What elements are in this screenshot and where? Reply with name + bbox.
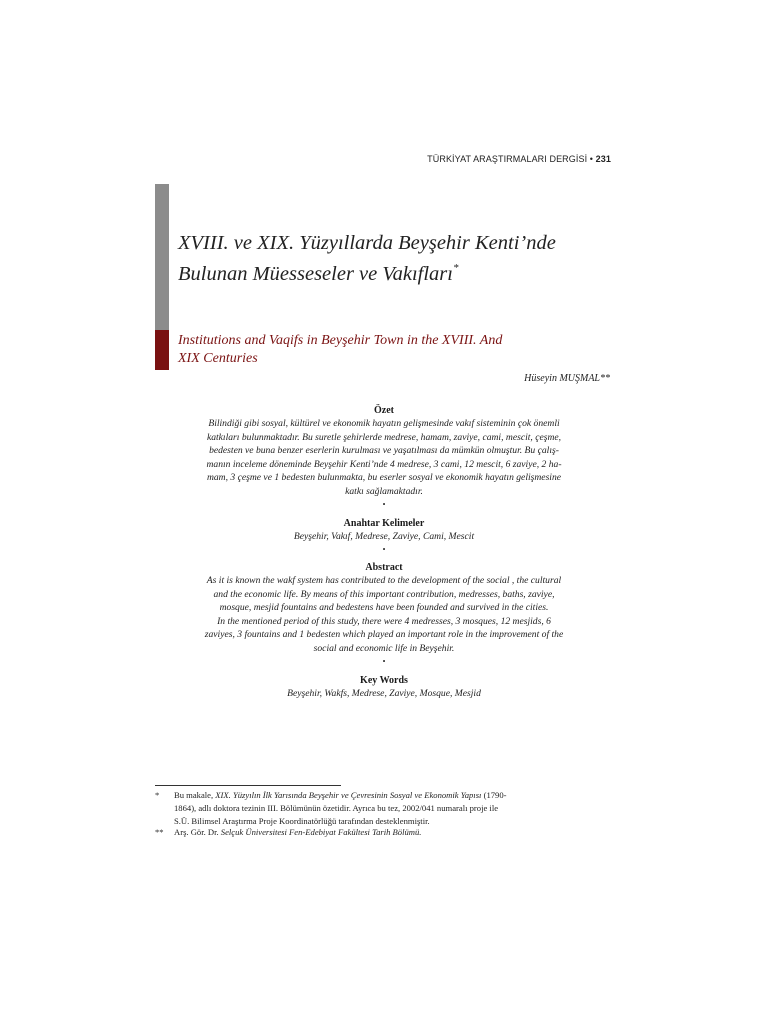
footnote-marker: * xyxy=(155,790,160,800)
journal-name: TÜRKİYAT ARAŞTIRMALARI DERGİSİ xyxy=(427,154,588,164)
anahtar-heading: Anahtar Kelimeler xyxy=(343,518,425,529)
footnote-text: (1790- xyxy=(481,790,507,800)
keywords-text: Beyşehir, Wakfs, Medrese, Zaviye, Mosque, Mesjid xyxy=(287,688,481,699)
abstract-text xyxy=(165,574,603,656)
footnote-text: 1864), adlı doktora tezinin III. Bölümünün özetidir. Ayrıca bu tez, 2002/041 numaralı proje ile xyxy=(174,803,499,813)
footnote-affiliation: Selçuk Üniversitesi Fen-Edebiyat Fakültesi Tarih Bölümü. xyxy=(220,827,422,837)
footnote-1 xyxy=(155,789,615,828)
running-head xyxy=(427,154,611,164)
section-bullet: • xyxy=(382,499,386,509)
abstract-line: In the mentioned period of this study, there were 4 medresses, 3 mosques, 12 mesjids, 6 xyxy=(217,615,551,627)
anahtar-text: Beyşehir, Vakıf, Medrese, Zaviye, Cami, Mescit xyxy=(293,531,475,542)
abstract-line: As it is known the wakf system has contributed to the development of the social , the cultural xyxy=(206,575,562,586)
abstract-line: social and economic life in Beyşehir. xyxy=(313,642,455,654)
keywords-heading: Key Words xyxy=(360,675,408,686)
ozet-heading: Özet xyxy=(374,405,394,416)
abstract-line: mosque, mesjid fountains and bedestens have been founded and survived in the cities. xyxy=(219,602,549,614)
title-accent-bar-red xyxy=(155,330,169,370)
title-accent-bar-gray xyxy=(155,184,169,330)
subtitle-line-1: Institutions and Vaqifs in Beyşehir Town in the XVIII. And xyxy=(178,333,503,348)
keywords-section xyxy=(165,674,603,701)
abstract-heading: Abstract xyxy=(365,562,403,573)
footnote-2 xyxy=(155,826,615,839)
ozet-text xyxy=(165,417,603,499)
abstract-line: zaviyes, 3 fountains and 1 bedesten which played an important role in the improvement of the xyxy=(204,629,564,641)
title-footnote-marker: * xyxy=(452,262,459,274)
article-title xyxy=(178,231,618,287)
ozet-section xyxy=(165,404,603,511)
ozet-line: Bilindiği gibi sosyal, kültürel ve ekonomik hayatın gelişmesinde vakıf sisteminin çok önemli xyxy=(208,418,560,429)
footnote-text: S.Ü. Bilimsel Araştırma Proje Koordinatörlüğü tarafından desteklenmiştir. xyxy=(174,816,430,826)
section-bullet: • xyxy=(382,656,386,666)
anahtar-section xyxy=(165,517,603,556)
running-head-separator: • xyxy=(589,154,594,164)
page-number: 231 xyxy=(595,154,611,164)
title-line-2: Bulunan Müesseseler ve Vakıfları xyxy=(178,263,453,285)
abstract-line: and the economic life. By means of this important contribution, medresses, baths, zaviye, xyxy=(213,588,555,600)
title-line-1: XVIII. ve XIX. Yüzyıllarda Beyşehir Kenti’nde xyxy=(178,232,556,254)
subtitle-line-2: XIX Centuries xyxy=(178,351,258,366)
footnote-marker: ** xyxy=(155,827,164,837)
ozet-line: katkıları bulunmaktadır. Bu suretle şehirlerde medrese, hamam, zaviye, cami, mescit, çeşme, xyxy=(206,431,562,443)
footnote-thesis-title: XIX. Yüzyılın İlk Yarısında Beyşehir ve Çevresinin Sosyal ve Ekonomik Yapısı xyxy=(215,790,482,800)
ozet-line: bedesten ve buna benzer eserlerin kurulması ve yaşatılması da mümkün olmuştur. Bu çalış- xyxy=(209,445,559,457)
footnote-text: Bu makale, xyxy=(174,790,216,800)
article-subtitle xyxy=(178,332,598,368)
author-name: Hüseyin MUŞMAL** xyxy=(524,373,610,384)
footnote-text: Arş. Gör. Dr. xyxy=(174,827,221,837)
ozet-line: manın inceleme döneminde Beyşehir Kenti’nde 4 medrese, 3 cami, 12 mescit, 6 zaviye, 2 ha- xyxy=(206,458,562,470)
abstract-section xyxy=(165,561,603,668)
section-bullet: • xyxy=(382,544,386,554)
ozet-line: mam, 3 çeşme ve 1 bedesten bulunmakta, bu eserler sosyal ve ekonomik hayatın gelişmesine xyxy=(206,472,562,484)
ozet-line: katkı sağlamaktadır. xyxy=(345,485,423,497)
footnote-rule xyxy=(155,785,341,786)
